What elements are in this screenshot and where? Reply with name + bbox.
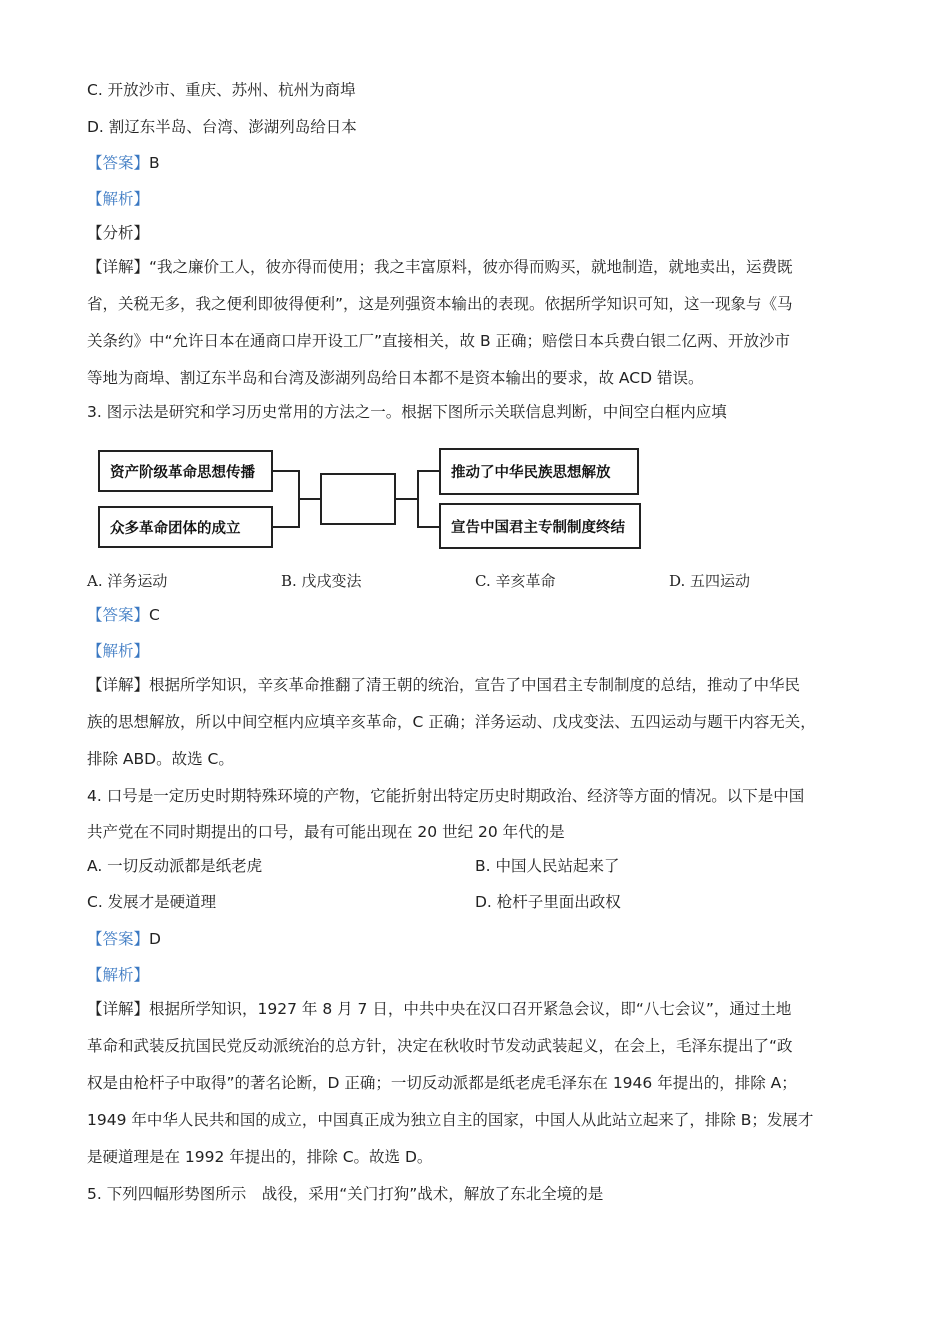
q4-detail-line: 1949 年中华人民共和国的成立，中国真正成为独立自主的国家，中国人从此站立起来了，排除 B；发展才 xyxy=(87,1111,814,1129)
connector xyxy=(417,470,439,472)
q4-detail-line xyxy=(87,999,791,1019)
q5-stem: 5. 下列四幅形势图所示 战役，采用“关门打狗”战术，解放了东北全境的是 xyxy=(87,1185,604,1203)
q2-analysis-tag: 【解析】 xyxy=(87,190,150,208)
q4-option-d: D. 枪杆子里面出政权 xyxy=(475,893,621,911)
q2-detail-line: 关条约》中“允许日本在通商口岸开设工厂”直接相关，故 B 正确；赔偿日本兵费白银二亿两、开放沙市 xyxy=(87,332,791,350)
diagram-box-left-bottom: 众多革命团体的成立 xyxy=(98,506,273,548)
diagram-box-left-top: 资产阶级革命思想传播 xyxy=(98,450,273,492)
detail-tag: 【详解】 xyxy=(87,676,150,694)
detail-text: 根据所学知识，1927 年 8 月 7 日，中共中央在汉口召开紧急会议，即“八七会议”，通过土地 xyxy=(149,1000,792,1018)
q4-detail-line: 是硬道理是在 1992 年提出的，排除 C。故选 D。 xyxy=(87,1148,433,1166)
q3-detail-line: 排除 ABD。故选 C。 xyxy=(87,750,234,768)
q3-detail-line: 族的思想解放，所以中间空框内应填辛亥革命，C 正确；洋务运动、戊戌变法、五四运动与题干内容无关， xyxy=(87,713,816,731)
diagram-box-right-top: 推动了中华民族思想解放 xyxy=(439,448,639,495)
q2-option-d: D. 割辽东半岛、台湾、澎湖列岛给日本 xyxy=(87,118,357,136)
q3-analysis-tag: 【解析】 xyxy=(87,642,150,660)
q3-detail-line xyxy=(87,675,800,695)
q4-stem: 4. 口号是一定历史时期特殊环境的产物，它能折射出特定历史时期政治、经济等方面的情况。以下是中国 xyxy=(87,787,805,805)
answer-value: D xyxy=(149,930,161,948)
diagram-box-right-bottom: 宣告中国君主专制制度终结 xyxy=(439,503,641,549)
q4-option-b: B. 中国人民站起来了 xyxy=(475,857,620,875)
detail-tag: 【详解】 xyxy=(87,1000,150,1018)
connector xyxy=(298,498,320,500)
q2-option-c: C. 开放沙市、重庆、苏州、杭州为商埠 xyxy=(87,81,356,99)
q4-detail-line: 权是由枪杆子中取得”的著名论断，D 正确；一切反动派都是纸老虎毛泽东在 1946 年提出的，排除 A； xyxy=(87,1074,797,1092)
detail-text: “我之廉价工人，彼亦得而使用；我之丰富原料，彼亦得而购买，就地制造，就地卖出，运费既 xyxy=(149,258,793,276)
q3-stem: 3. 图示法是研究和学习历史常用的方法之一。根据下图所示关联信息判断，中间空白框内应填 xyxy=(87,403,727,421)
q3-option-d: D. 五四运动 xyxy=(669,572,751,590)
q4-option-c: C. 发展才是硬道理 xyxy=(87,893,217,911)
connector xyxy=(417,526,439,528)
q4-answer xyxy=(87,929,161,949)
answer-tag: 【答案】 xyxy=(87,606,150,624)
q2-detail-line xyxy=(87,257,793,277)
answer-value: C xyxy=(149,606,160,624)
answer-tag: 【答案】 xyxy=(87,154,150,172)
answer-tag: 【答案】 xyxy=(87,930,150,948)
q3-option-a: A. 洋务运动 xyxy=(87,572,168,590)
q4-analysis-tag: 【解析】 xyxy=(87,966,150,984)
connector xyxy=(273,470,299,472)
q4-detail-line: 革命和武装反抗国民党反动派统治的总方针，决定在秋收时节发动武装起义，在会上，毛泽东提出了“政 xyxy=(87,1037,793,1055)
q4-stem: 共产党在不同时期提出的口号，最有可能出现在 20 世纪 20 年代的是 xyxy=(87,823,565,841)
q4-option-a: A. 一切反动派都是纸老虎 xyxy=(87,857,263,875)
q3-option-c: C. 辛亥革命 xyxy=(475,572,556,590)
q2-answer xyxy=(87,153,160,173)
q2-detail-line: 等地为商埠、割辽东半岛和台湾及澎湖列岛给日本都不是资本输出的要求，故 ACD 错误。 xyxy=(87,369,704,387)
connector xyxy=(273,526,299,528)
connector xyxy=(396,498,418,500)
answer-value: B xyxy=(149,154,160,172)
q2-fenxi-tag: 【分析】 xyxy=(87,224,150,242)
connector xyxy=(417,470,419,528)
q3-option-b: B. 戊戌变法 xyxy=(281,572,362,590)
detail-text: 根据所学知识，辛亥革命推翻了清王朝的统治，宣告了中国君主专制制度的总结，推动了中华民 xyxy=(149,676,801,694)
q2-detail-line: 省，关税无多，我之便利即彼得便利”，这是列强资本输出的表现。依据所学知识可知，这一现象与《马 xyxy=(87,295,793,313)
detail-tag: 【详解】 xyxy=(87,258,150,276)
q3-answer xyxy=(87,605,160,625)
diagram-box-center-blank xyxy=(320,473,396,525)
